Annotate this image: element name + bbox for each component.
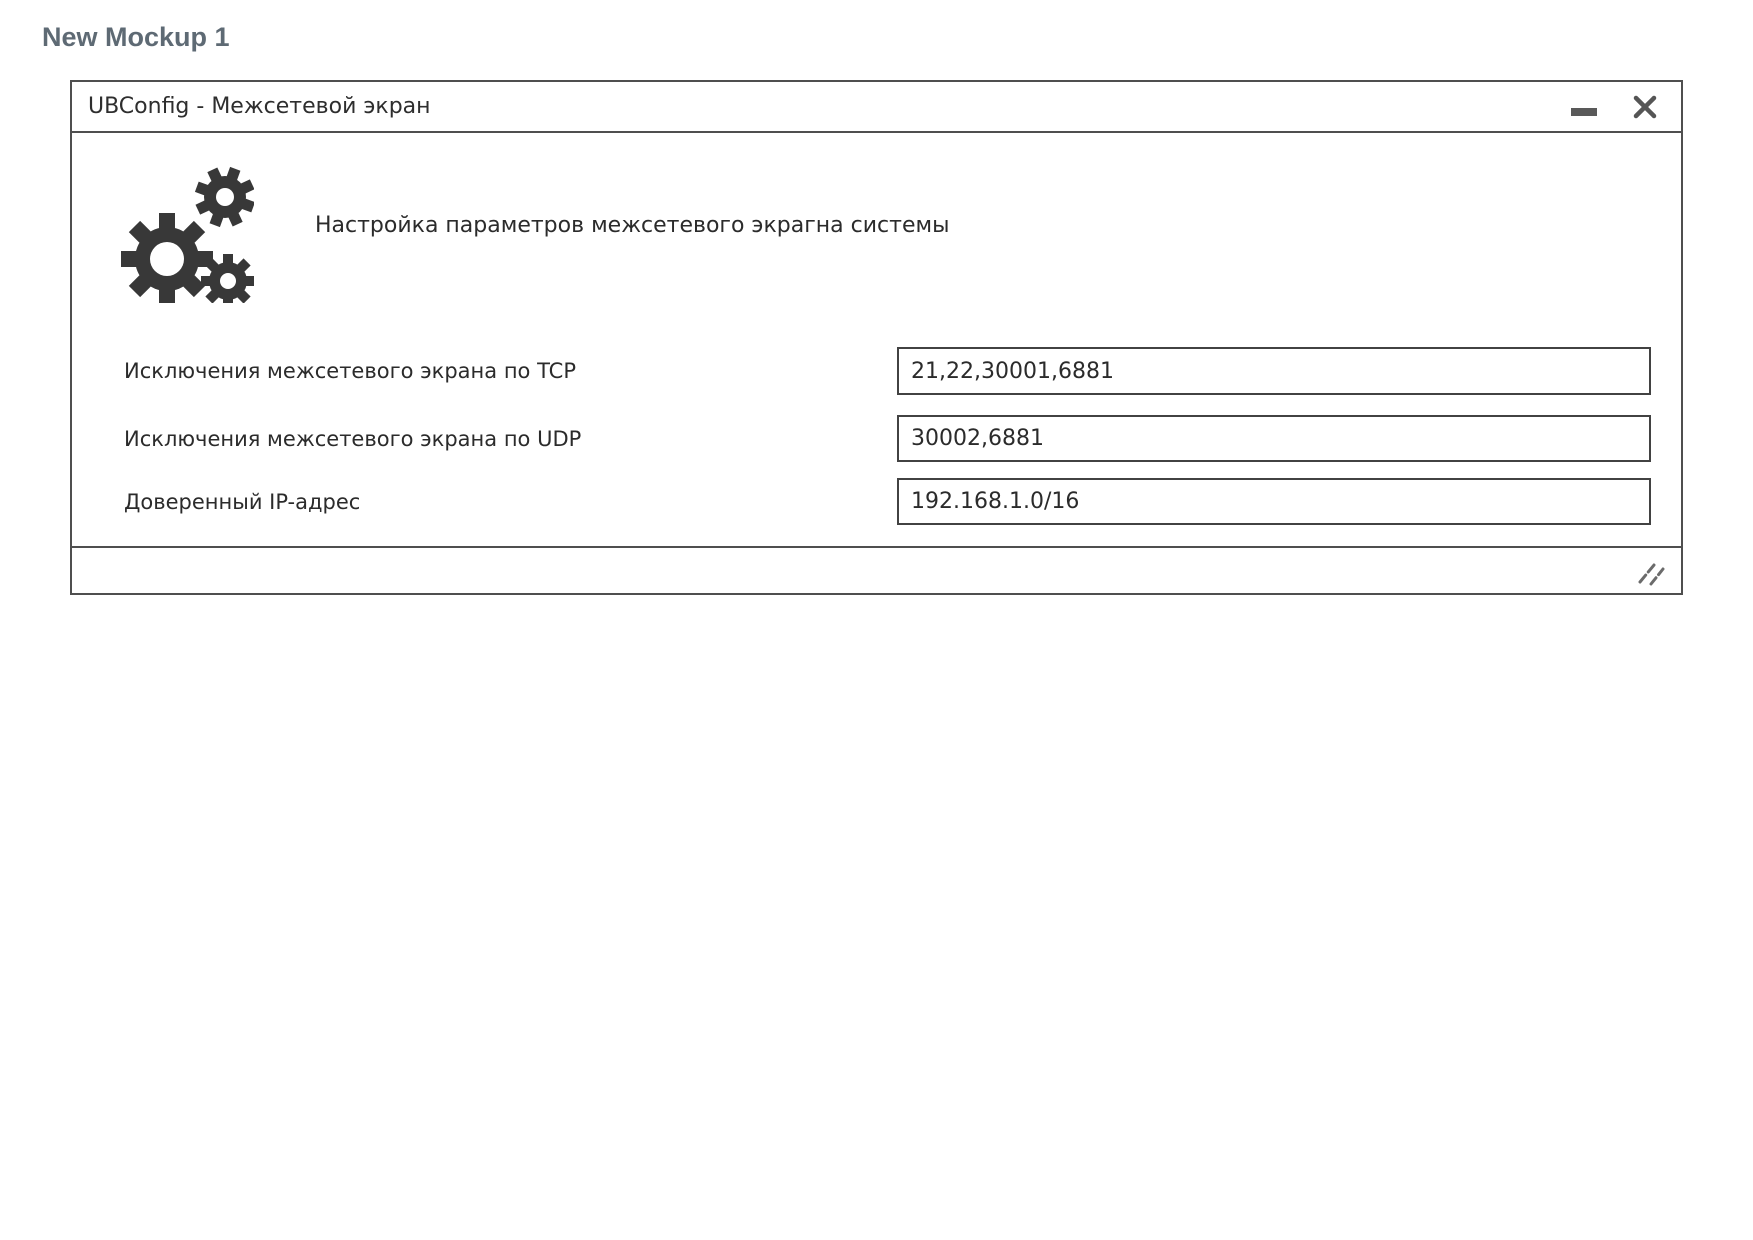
trusted-ip-input[interactable]	[897, 478, 1651, 525]
ubconfig-window	[70, 80, 1683, 595]
minimize-icon[interactable]	[1571, 108, 1597, 116]
close-icon[interactable]	[1631, 93, 1659, 121]
trusted-ip-label: Доверенный IP-адрес	[124, 489, 361, 514]
field-row-udp	[124, 415, 1651, 462]
udp-exceptions-label: Исключения межсетевого экрана по UDP	[124, 426, 582, 451]
resize-grip-icon[interactable]	[1637, 560, 1667, 586]
page-title: New Mockup 1	[42, 22, 230, 52]
window-title: UBConfig - Межсетевой экран	[88, 94, 431, 119]
window-body	[72, 133, 1681, 546]
window-controls	[1571, 93, 1665, 121]
udp-exceptions-input[interactable]	[897, 415, 1651, 462]
gears-icon	[112, 163, 254, 303]
tcp-exceptions-label: Исключения межсетевого экрана по TCP	[124, 359, 576, 383]
window-title-bar	[72, 82, 1681, 133]
field-row-trusted-ip	[124, 478, 1651, 525]
field-row-tcp	[124, 347, 1651, 395]
window-status-bar	[72, 546, 1681, 593]
tcp-exceptions-input[interactable]	[897, 347, 1651, 395]
window-description: Настройка параметров межсетевого экрагна системы	[315, 213, 950, 238]
